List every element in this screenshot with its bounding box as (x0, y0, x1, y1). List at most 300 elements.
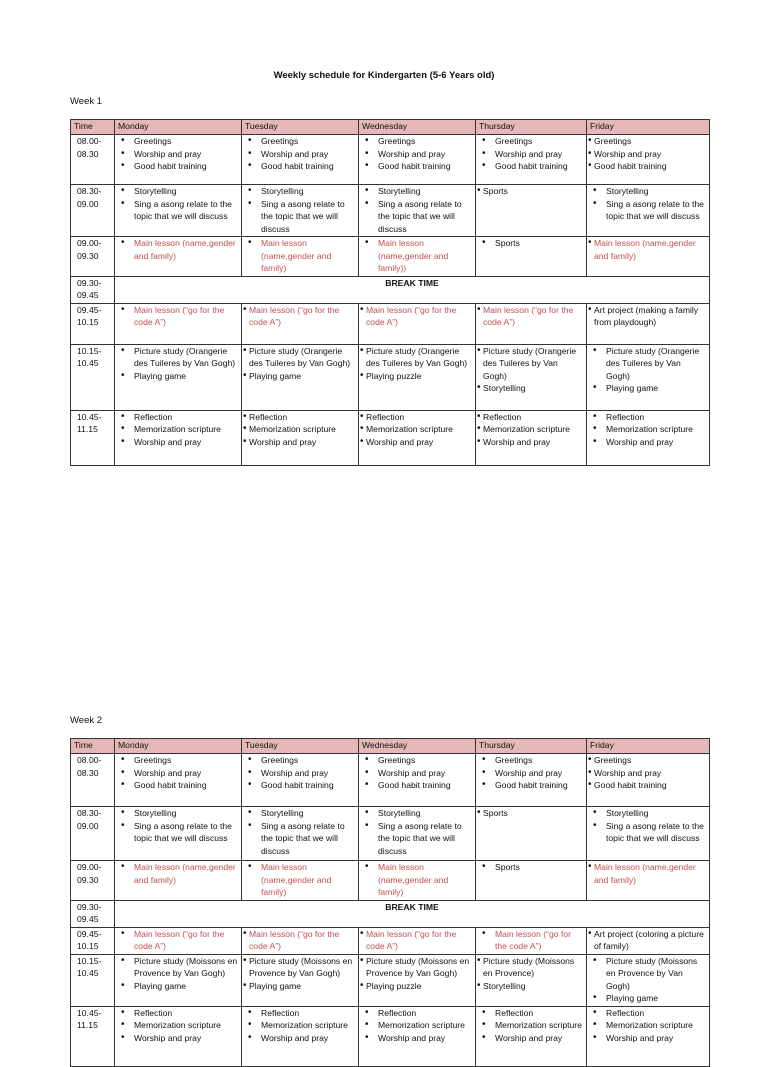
activity-list (589, 304, 707, 329)
table-row (71, 900, 710, 927)
time-slot-text: 09.45 (77, 290, 99, 300)
activity-cell (587, 927, 710, 954)
activity-item: • Storytelling (244, 185, 356, 198)
activity-cell (242, 927, 359, 954)
activity-cell (242, 1006, 359, 1066)
activity-item: • Main lesson (“go for the code A”) (478, 928, 584, 953)
table-row (71, 954, 710, 1006)
activity-cell (115, 344, 242, 410)
activity-item: • Main lesson (name,gender and family) (589, 861, 707, 886)
activity-cell (476, 1006, 587, 1066)
activity-cell (359, 303, 476, 344)
activity-item: • Good habit training (244, 160, 356, 173)
activity-item: • Greetings (244, 135, 356, 148)
activity-item: • Main lesson (name,gender and family) (244, 861, 356, 899)
activity-cell (359, 807, 476, 861)
activity-cell (359, 410, 476, 465)
activity-item: • Sports (478, 861, 584, 874)
time-slot-text: 09.45 (77, 914, 99, 924)
activity-cell (587, 303, 710, 344)
activity-cell (359, 135, 476, 185)
activity-item: • Worship and pray (478, 1032, 584, 1045)
activity-item: • Worship and pray (589, 148, 707, 161)
activity-item: • Picture study (Moissons en Provence) (478, 955, 584, 980)
activity-list (361, 754, 473, 792)
activity-list (361, 1007, 473, 1045)
header-row (71, 120, 710, 135)
activity-cell (476, 927, 587, 954)
activity-item: • Reflection (478, 1007, 584, 1020)
column-header: Tuesday (242, 739, 359, 754)
time-slot-text: 08.30- (77, 186, 102, 196)
activity-list (478, 345, 584, 395)
activity-list (244, 304, 356, 329)
table-row (71, 861, 710, 901)
activity-item: • Sing a asong relate to the topic that we will discuss (244, 820, 356, 858)
activity-item: • Good habit training (589, 160, 707, 173)
activity-cell (476, 861, 587, 901)
activity-item: • Memorization scripture (361, 423, 473, 436)
activity-item: • Main lesson (name,gender and family) (361, 861, 473, 899)
activity-item: • Sing a asong relate to the topic that we will discuss (117, 198, 239, 223)
activity-list (361, 185, 473, 235)
week-2-label: Week 2 (70, 715, 103, 726)
activity-cell (242, 185, 359, 237)
activity-list (361, 928, 473, 953)
activity-item: • Main lesson (name,gender and family) (589, 237, 707, 262)
activity-list (117, 135, 239, 173)
activity-item: • Main lesson (“go for the code A”) (478, 304, 584, 329)
time-slot-text: 09.30- (77, 901, 102, 912)
time-slot-text: 10.45- (77, 1007, 102, 1018)
activity-list (244, 237, 356, 275)
activity-item: • Memorization scripture (478, 423, 584, 436)
activity-item: • Reflection (478, 411, 584, 424)
activity-item: • Worship and pray (478, 767, 584, 780)
activity-item: • Worship and pray (117, 148, 239, 161)
activity-cell (476, 410, 587, 465)
time-slot-text: 11.15 (77, 424, 98, 434)
activity-list (244, 1007, 356, 1045)
activity-item: • Worship and pray (244, 1032, 356, 1045)
activity-item: • Picture study (Orangerie des Tuileres by Van Gogh) (589, 345, 707, 383)
activity-item: • Worship and pray (589, 767, 707, 780)
activity-item: • Main lesson (“go for the code A”) (117, 928, 239, 953)
activity-cell (359, 344, 476, 410)
activity-item: • Playing game (244, 980, 356, 993)
activity-cell (359, 185, 476, 237)
activity-item: • Memorization scripture (589, 1019, 707, 1032)
activity-cell (587, 344, 710, 410)
activity-list (117, 304, 239, 329)
activity-cell (242, 303, 359, 344)
activity-item: • Sing a asong relate to the topic that we will discuss (244, 198, 356, 236)
activity-list (589, 807, 707, 845)
activity-item: • Greetings (117, 135, 239, 148)
activity-list (117, 861, 239, 886)
activity-item: • Memorization scripture (117, 423, 239, 436)
column-header: Tuesday (242, 120, 359, 135)
activity-item: • Storytelling (117, 185, 239, 198)
time-slot-text: 08.30 (77, 148, 99, 159)
time-slot-cell (71, 185, 115, 237)
activity-list (361, 345, 473, 383)
activity-item: • Reflection (361, 411, 473, 424)
activity-list (244, 135, 356, 173)
time-slot-text: 10.45 (77, 968, 99, 978)
activity-item: • Reflection (244, 1007, 356, 1020)
time-slot-text: 08.00- (77, 136, 102, 146)
activity-cell (115, 927, 242, 954)
week-2-schedule-table (70, 738, 710, 1067)
activity-item: • Good habit training (244, 779, 356, 792)
time-slot-text: 10.15- (77, 955, 102, 966)
column-header: Monday (115, 120, 242, 135)
table-row (71, 927, 710, 954)
activity-list (478, 1007, 584, 1045)
column-header: Wednesday (359, 120, 476, 135)
activity-item: • Memorization scripture (244, 1019, 356, 1032)
activity-item: • Greetings (117, 754, 239, 767)
activity-list (244, 861, 356, 899)
activity-cell (115, 135, 242, 185)
activity-item: • Worship and pray (361, 148, 473, 161)
activity-cell (476, 344, 587, 410)
activity-cell (359, 754, 476, 807)
activity-cell (115, 1006, 242, 1066)
document-title: Weekly schedule for Kindergarten (5-6 Years old) (273, 70, 495, 81)
activity-item: • Playing puzzle (361, 980, 473, 993)
table-row (71, 237, 710, 277)
activity-list (589, 861, 707, 886)
activity-item: • Picture study (Orangerie des Tuileres by Van Gogh) (244, 345, 356, 370)
activity-item: • Worship and pray (361, 1032, 473, 1045)
activity-cell (359, 927, 476, 954)
activity-item: • Good habit training (361, 779, 473, 792)
time-slot-cell (71, 807, 115, 861)
activity-list (589, 928, 707, 953)
activity-item: • Playing puzzle (361, 370, 473, 383)
activity-item: • Playing game (589, 992, 707, 1005)
activity-cell (115, 954, 242, 1006)
activity-list (478, 304, 584, 329)
time-slot-cell (71, 1006, 115, 1066)
activity-list (478, 185, 584, 198)
activity-item: • Reflection (117, 411, 239, 424)
activity-list (244, 345, 356, 383)
activity-item: • Greetings (478, 754, 584, 767)
activity-cell (587, 1006, 710, 1066)
activity-item: • Memorization scripture (361, 1019, 473, 1032)
activity-item: • Reflection (117, 1007, 239, 1020)
activity-item: • Reflection (589, 411, 707, 424)
activity-list (117, 807, 239, 845)
activity-list (478, 754, 584, 792)
activity-item: • Memorization scripture (589, 423, 707, 436)
activity-list (361, 135, 473, 173)
time-slot-cell (71, 410, 115, 465)
activity-list (117, 237, 239, 262)
time-slot-cell (71, 954, 115, 1006)
activity-list (117, 411, 239, 449)
activity-cell (587, 861, 710, 901)
column-header: Wednesday (359, 739, 476, 754)
time-slot-text: 09.30 (77, 250, 99, 261)
activity-item: • Main lesson (name,gender and family) (244, 237, 356, 275)
activity-cell (587, 410, 710, 465)
activity-item: • Worship and pray (117, 1032, 239, 1045)
activity-item: • Sing a asong relate to the topic that we will discuss (117, 820, 239, 845)
activity-cell (242, 344, 359, 410)
activity-item: • Worship and pray (244, 148, 356, 161)
activity-cell (242, 807, 359, 861)
column-header: Monday (115, 739, 242, 754)
table-row (71, 807, 710, 861)
time-slot-text: 09.00- (77, 862, 102, 872)
activity-list (478, 135, 584, 173)
activity-cell (587, 754, 710, 807)
activity-item: • Main lesson (name,gender and family) (117, 861, 239, 886)
activity-item: • Storytelling (361, 807, 473, 820)
activity-item: • Greetings (589, 754, 707, 767)
activity-item: • Memorization scripture (244, 423, 356, 436)
time-slot-text: 09.30- (77, 277, 102, 288)
activity-item: • Main lesson (“go for the code A”) (361, 928, 473, 953)
activity-cell (115, 303, 242, 344)
table-row (71, 135, 710, 185)
activity-cell (359, 237, 476, 277)
table-row (71, 276, 710, 303)
activity-list (589, 185, 707, 223)
activity-list (244, 185, 356, 235)
activity-list (117, 754, 239, 792)
activity-item: • Reflection (244, 411, 356, 424)
activity-item: • Worship and pray (361, 767, 473, 780)
activity-cell (476, 807, 587, 861)
activity-cell (587, 807, 710, 861)
activity-list (589, 345, 707, 395)
activity-item: • Main lesson (name,gender and family) (117, 237, 239, 262)
activity-item: • Playing game (244, 370, 356, 383)
activity-list (361, 955, 473, 993)
activity-item: • Storytelling (244, 807, 356, 820)
activity-item: • Worship and pray (589, 436, 707, 449)
activity-list (244, 754, 356, 792)
time-slot-text: 10.45- (77, 411, 102, 422)
time-slot-cell (71, 754, 115, 807)
activity-item: • Good habit training (478, 779, 584, 792)
activity-cell (476, 237, 587, 277)
activity-cell (242, 754, 359, 807)
activity-list (244, 928, 356, 953)
activity-item: • Storytelling (361, 185, 473, 198)
activity-item: • Picture study (Moissons en Provence by Van Gogh) (244, 955, 356, 980)
activity-list (361, 237, 473, 275)
activity-cell (115, 410, 242, 465)
activity-list (478, 411, 584, 449)
activity-item: • Greetings (244, 754, 356, 767)
activity-item: • Reflection (589, 1007, 707, 1020)
activity-item: • Art project (making a family from playdough) (589, 304, 707, 329)
activity-item: • Playing game (117, 980, 239, 993)
activity-item: • Reflection (361, 1007, 473, 1020)
activity-list (117, 1007, 239, 1045)
activity-item: • Worship and pray (589, 1032, 707, 1045)
activity-cell (115, 185, 242, 237)
activity-item: • Worship and pray (117, 436, 239, 449)
activity-list (361, 807, 473, 857)
activity-item: • Greetings (361, 135, 473, 148)
time-slot-text: 08.30 (77, 767, 99, 778)
activity-item: • Good habit training (117, 160, 239, 173)
header-row (71, 739, 710, 754)
activity-cell (242, 237, 359, 277)
activity-cell (476, 185, 587, 237)
table-row (71, 185, 710, 237)
activity-list (478, 861, 584, 874)
time-slot-text: 09.00 (77, 820, 99, 831)
activity-item: • Sports (478, 237, 584, 250)
time-slot-text: 09.00 (77, 198, 99, 209)
activity-cell (587, 237, 710, 277)
activity-item: • Main lesson (“go for the code A”) (117, 304, 239, 329)
activity-item: • Storytelling (589, 185, 707, 198)
activity-list (244, 411, 356, 449)
activity-item: • Memorization scripture (478, 1019, 584, 1032)
activity-cell (359, 1006, 476, 1066)
activity-item: • Greetings (589, 135, 707, 148)
activity-list (589, 955, 707, 1005)
activity-item: • Picture study (Moissons en Provence by Van Gogh) (589, 955, 707, 993)
activity-item: • Greetings (478, 135, 584, 148)
activity-cell (115, 807, 242, 861)
activity-list (589, 237, 707, 262)
activity-item: • Sing a asong relate to the topic that we will discuss (589, 820, 707, 845)
activity-list (117, 928, 239, 953)
activity-item: • Sports (478, 185, 584, 198)
column-header: Friday (587, 739, 710, 754)
time-slot-cell (71, 861, 115, 901)
time-slot-text: 08.30- (77, 808, 102, 818)
activity-item: • Worship and pray (478, 436, 584, 449)
activity-cell (115, 754, 242, 807)
activity-item: • Sing a asong relate to the topic that we will discuss (361, 198, 473, 236)
activity-cell (359, 954, 476, 1006)
activity-item: • Worship and pray (117, 767, 239, 780)
activity-cell (476, 954, 587, 1006)
activity-list (361, 861, 473, 899)
activity-item: • Picture study (Moissons en Provence by Van Gogh) (117, 955, 239, 980)
column-header: Friday (587, 120, 710, 135)
table-row (71, 1006, 710, 1066)
table-row (71, 303, 710, 344)
activity-item: • Memorization scripture (117, 1019, 239, 1032)
table-row (71, 344, 710, 410)
break-time-cell: BREAK TIME (115, 276, 710, 303)
activity-item: • Storytelling (478, 980, 584, 993)
time-slot-text: 10.15 (77, 941, 99, 951)
table-row (71, 754, 710, 807)
time-slot-cell (71, 276, 115, 303)
activity-item: • Art project (coloring a picture of family) (589, 928, 707, 953)
time-slot-text: 09.30 (77, 874, 99, 885)
activity-list (589, 754, 707, 792)
activity-item: • Picture study (Orangerie des Tuileres by Van Gogh) (361, 345, 473, 370)
activity-cell (587, 135, 710, 185)
activity-item: • Main lesson (name,gender and family)) (361, 237, 473, 275)
activity-item: • Sing a asong relate to the topic that we will discuss (361, 820, 473, 858)
time-slot-cell (71, 135, 115, 185)
activity-item: • Playing game (117, 370, 239, 383)
activity-item: • Sing a asong relate to the topic that we will discuss (589, 198, 707, 223)
activity-list (589, 1007, 707, 1045)
activity-item: • Good habit training (478, 160, 584, 173)
activity-item: • Storytelling (117, 807, 239, 820)
time-slot-cell (71, 927, 115, 954)
activity-item: • Picture study (Orangerie des Tuileres by Van Gogh) (478, 345, 584, 383)
activity-cell (587, 185, 710, 237)
column-header: Time (71, 739, 115, 754)
activity-cell (476, 303, 587, 344)
activity-item: • Worship and pray (244, 767, 356, 780)
break-time-cell: BREAK TIME (115, 900, 710, 927)
activity-cell (115, 861, 242, 901)
activity-cell (242, 954, 359, 1006)
time-slot-cell (71, 900, 115, 927)
column-header: Thursday (476, 739, 587, 754)
week-1-label: Week 1 (70, 96, 103, 107)
time-slot-text: 10.15- (77, 345, 102, 356)
activity-list (117, 955, 239, 993)
activity-list (361, 304, 473, 329)
time-slot-text: 10.45 (77, 358, 99, 368)
week-1-schedule-table (70, 119, 710, 466)
activity-item: • Sports (478, 807, 584, 820)
activity-item: • Worship and pray (361, 436, 473, 449)
activity-list (589, 135, 707, 173)
activity-cell (242, 861, 359, 901)
activity-list (244, 955, 356, 993)
activity-list (117, 345, 239, 383)
time-slot-text: 09.00- (77, 238, 102, 248)
activity-item: • Picture study (Orangerie des Tuileres by Van Gogh) (117, 345, 239, 370)
activity-item: • Good habit training (589, 779, 707, 792)
time-slot-text: 09.45- (77, 928, 102, 939)
activity-item: • Storytelling (589, 807, 707, 820)
activity-list (244, 807, 356, 857)
time-slot-text: 09.45- (77, 304, 102, 315)
activity-list (478, 237, 584, 250)
activity-list (478, 955, 584, 993)
activity-item: • Playing game (589, 382, 707, 395)
activity-list (478, 807, 584, 820)
activity-cell (115, 237, 242, 277)
activity-item: • Main lesson (“go for the code A”) (244, 304, 356, 329)
time-slot-cell (71, 344, 115, 410)
time-slot-text: 08.00- (77, 755, 102, 765)
activity-item: • Worship and pray (244, 436, 356, 449)
activity-list (478, 928, 584, 953)
column-header: Time (71, 120, 115, 135)
activity-item: • Greetings (361, 754, 473, 767)
activity-cell (476, 754, 587, 807)
time-slot-cell (71, 303, 115, 344)
activity-cell (359, 861, 476, 901)
activity-list (117, 185, 239, 223)
activity-cell (242, 410, 359, 465)
time-slot-text: 11.15 (77, 1020, 98, 1030)
column-header: Thursday (476, 120, 587, 135)
